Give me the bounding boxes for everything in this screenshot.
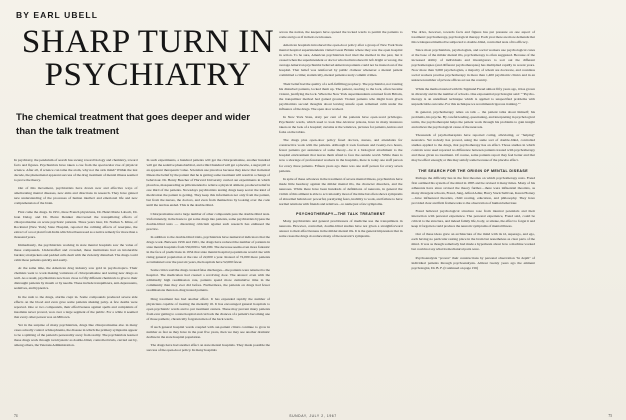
paragraph: Psychoanalysis "proves" their constructions by personal observation "in depth" of individual patients through psychoanalysis. Almost twenty years ago the eminent psychologist, Dr. B. F. (Continued on page 156)	[411, 255, 535, 270]
paragraph: Perhaps the difficulty lies in the first theories on which psychotherapy rests. Freud first outlined his system of the mind in 1895 and he revised it many times. Many of his adherents have since revised the theory further—there were influential theorists, as many divergent schools, Freud, Jung, Alfred Adler, Harry Stack Sullivan, Karen Horney—have influenced theorists, child rearing, education, and philosophy. They have provided clear and firm frameworks to the observation of human behaviour.	[411, 175, 535, 205]
text-column-2	[147, 30, 271, 356]
byline: BY EARL UBELL	[16, 10, 98, 20]
paragraph: In general, psychotherapy relies on talk ... the patient talks about himself; his problems, his psyche. By careful leading, questioning, and interpreting in psychological terms, the psychotherapist helps the patient work through his problems to gain insight and relieve the psychological cause of the neurosis.	[411, 110, 535, 130]
paragraph: Thousands of psychotherapists have reported caring, alleviating, or "helping" neurotics. Yet nobody has proved, using the same sort of double-blind, controlled studies applied to the drugs, that psychotherapy has an effect. Those studies in which controls were used reported no difference between patients treated with psychotherapy and those given no treatment. Of course, some patients report they feel better and that may be effect enough; or this may satisfy some because of the placebo effect.	[411, 133, 535, 163]
paragraph: In spite of these advances in the treatment of severe mental illness, psychiatrists have made little headway against the milder mental ills, the character disorders, and the neuroses. While there have been hundreds of definitions of neurosis, in general the victim of this ailment is able to act rationally most of the time but often shows symptoms of abnormal behaviour: powerful, paralyzing fears, inability to work, and failure to have normal relations with friends and relatives—to name just a few symptoms.	[279, 176, 403, 206]
title-line-1: SHARP TURN IN	[21, 24, 275, 60]
section-subhead: PSYCHOTHERAPY—THE TALK TREATMENT	[296, 211, 386, 216]
paragraph: Some critics said the drugs created false discharges—the patients were returned to the hospital. The medication had created a revolving door. The answer: even with the admittedly high readmission rate, patients spend more cumulative time in the community than they ever did before. Furthermore, the patients on drugs had fewer readmissions than non-drug treated patients.	[146, 268, 270, 293]
paragraph: Chlorpromazine and a large number of other compounds pass the double-blind tests. Unfortunately, in the haste to get some drugs into patients, some psychiatrists bypass the double-blind tests — discerning criticism against such research has enthused the practice.	[146, 211, 270, 231]
masthead-spacer-1	[14, 30, 138, 158]
paragraph: In psychiatry, the pendulum of search has swung toward biology and chemistry, toward facts and figures. Psychiatrists have taken a cue from the spectacular rise of physical science. After all, if science can tame the atom, why not the sick mind? Within the last decade, the phenomenal apparent success of the drug treatment of mental illness seemed to prove the theory.	[14, 158, 138, 183]
paragraph: At the same time, the American drug industry saw gold in psychotropics. Their chemists went to work making variations of chlorpromazine and testing new drugs as well. As a result, psychiatrists now have close to fifty different chemicals to give to their distraught patients by mouth or by needle. These include tranquilizers, anti-depressants, sedatives, and hypnotics.	[14, 266, 138, 291]
paragraph: Many psychiatrists and general practitioners of medicine use the tranquilizers in neurosis. However, controlled, double-blind studies have not given a straightforward answer to their effectiveness in the milder mental ills. It is the general impression that in some cases the drugs do reduce many of the neurotic's symptoms.	[279, 218, 403, 239]
text-column-3	[279, 30, 403, 242]
paragraph: Drug treatment has had another effect. It has expanded rapidly the number of physicians capable of treating the mentally ill. It has encouraged general hospitals to open psychiatric wards and to put treatment centers. These may prevent many patients from ever getting to a state hospital and cut back the chances of a patient's becoming one of those pathetic, chronically forgotten men of the back wards.	[146, 296, 270, 321]
title-line-2: PSYCHIATRY	[44, 57, 252, 93]
paragraph: Freud believed psychological structure rose from internal potentials and their interaction with personal experience. The personal experience, Freud said, could be critical to the structure, and indeed family life, body, or smoke, the effect to forget it and keep it forgotten could produce the neurotic symptoms of mental illness.	[411, 208, 535, 228]
text-column-1	[14, 30, 138, 351]
paragraph: American hospitals introduced the open-door policy after a group of New York State mental hospital superintendents visited Great Britain where they saw the open hospital in action. To be sure, American psychiatrists had tried the method in the past, but it ceased when the superintendent or doctor who had introduced it left. Right or wrong, the average American psychiatrist believed American patients could not be trusted out of the hospital. That belief was reinforced by public clamour whenever a mental patient committed a crime; statistically, mental patients rarely commit crimes.	[279, 43, 403, 78]
text-column-4	[412, 30, 536, 274]
paragraph: The drugs have had another effect on state mental hospitals. They made possible the success of the open-door policy. In many hospitals	[146, 343, 270, 353]
article-deck: The chemical treatment that goes deeper and wider than the talk treatment	[16, 112, 251, 137]
page-footer	[14, 414, 612, 418]
paragraph: across the nation, the keepers have opened the locked wards to permit the patients to come and go as if in their own houses.	[279, 30, 403, 40]
folio-left: 74	[14, 414, 18, 418]
paragraph: Yet in the surprise of many psychiatrists, drugs like chlorpromazine also in many cases actually control schizophrenia, the disease in which the primary symptoms appear to be a splitting of the patient's personality away from reality. The psychiatrists learned these drugs work through torn hysteric as double-blind, controlled trials, carried out by, among others, the Veterans Administration.	[14, 323, 138, 348]
issue-date: SUNDAY, JULY 2, 1967	[289, 414, 337, 418]
paragraph: Immediately, the psychiatrists working in state mental hospitals saw the value of these compounds. Understaffed and crowded, these institutions had an intolerable burden; straitjackets and padded cells dealt with the violently disturbed. The drugs could calm those patients quickly and easily.	[14, 243, 138, 263]
paragraph: While the method started with Dr. Sigmund Freud almost fifty years ago, it has grown in diversity and in the number of schools. One exponential psychologist said: ""Psycho-therapy is an undefined technique which is applied to unspecified problems with unpredictable outcome. For this technique we recommend rigorous training.""	[411, 86, 535, 106]
paragraph: The drugs plus open-door policy freed doctors, nurses, and attendants for constructive work with the patients. Although it took fourteen and twenty-two hours, fewer patients get assistance of some theory—be it a biological attachment to the hospital environment that leaves them afraid to face the outside world. While there is now a shortage of professional workers in the hospitals, there is today one staff person for every three patients. Fifteen years ago there was one staff person for every seven patients.	[279, 138, 403, 173]
masthead-spacer-2	[147, 30, 271, 158]
paragraph: In the rush to the drugs, alarms crept in. Some compounds produced severe side effects on the blood and even gave some patients shaking palsy. A few deaths were reported. One or two compounds, their effectiveness against spells and complaints of insomnia never proved, won over a large segment of the public. For a while it seemed that every other person was on Miltown.	[14, 294, 138, 319]
paragraph: Out of these ideas grew an architecture of the mind with its id, superego, and ego, each having no particular resting place in the brain but nonetheless as clear parts of the mind. It was as though somebody had made a hypothesis about how a machine worked but could not say what its mechanical parts were.	[411, 232, 535, 252]
paragraph: If such general hospital wards coupled with out-patient clinics continue to grow in number as fast as they have in the past five years, then we may see another dramatic decline in the state hospital population.	[146, 324, 270, 339]
paragraph: In addition to the double-blind trials, psychiatrists have numerical indicators that the drugs work. Between 1956 and 1961, the drugs have reduced the number of patients in state mental hospitals from 550,000 to 520,000. The decrease seems even more fantastic in the face of predictions in 1954 that state mental hospital populations would rise with rising general population at the rate of 22,000 a year. Instead of 72,000 more patients accumulated over the past six years, the hospitals have 52,000 fewer.	[146, 234, 270, 264]
paragraph: Their belief had the quality of a self-fulfilling prophecy. The psychiatrist, not trusting his disturbed patients, locked them up. The patient, reacting to the lock, often became violent, justifying the lock. When the New York superintendents returned from Britain, the tranquilizer method had gained ground. Violent patients who might have given psychiatrists second thoughts about leaving unsafe open remained calm under the influence of the drugs. The open door worked.	[279, 81, 403, 111]
paragraph: The drive, however, towards facts and figures has put pressure on one aspect of treatment: psychotherapy, psychological therapy. Each year there are more demands that this widespread method be subjected to double-blind, controlled tests of its efficacy.	[411, 30, 535, 45]
paragraph: Out of this movement, psychiatrists have drawn new and effective ways of ameliorating mental diseases, new aims and directions in research. They have gained new understanding of the processes of human intellect and emotional life and new comprehension of the brain.	[14, 186, 138, 206]
article-columns	[14, 30, 612, 356]
paragraph: In New York State, sixty per cent of the patients have open-ward privileges. Psychiatric wards, which used to look like Alcatraz prisons, have in many instances taken on the look of a hospital; curtains at the windows, pictures for patients, knives and forks on the tables.	[279, 115, 403, 135]
paragraph: First came the drugs. In 1951, three French physicians, Dr. Henri Marie Laborit, Dr. Jean Delay, and Dr. Pierre Deniker discovered the tranquilizing effects of chlorpromazine on acute psychotic patients. Three years later, Dr. Nathan S. Kline, of Rockland (New York) State Hospital, reported the calming effects of reserpine, the extract of a root plant from India which had been used as a native remedy for more than a thousand years.	[14, 209, 138, 239]
paragraph: Since most psychiatrists, psychologists, and social workers use psychological cures at the base of the milder mental ills, psychotherapy is often suggested. Because of the increased ability of individuals and investigators to sort out the different psychotherapies (and different psychotherapies) has multiplied rapidly in recent years. Now more than 3,000 psychologists, a majority of whom are doctorate, and countless social workers practise psychotherapy in more than 1,400 psychiatric clinics and in an unknown number of private offices across the country.	[411, 48, 535, 83]
folio-right: 75	[608, 414, 612, 418]
paragraph: In such experiments, a hundred patients will get the chlorpromazine, another hundred will get the sedative phenobarbital, and a third hundred will get a placebo, a sugar pill or an apparent therapeutic value. Scientists use placebos because they know that in mental illness the belief by the patient that he is getting some treatment will result in a change of behaviour. Dr. Henry Beecher of Harvard University carried out experiments in which placebos, masquerading as pills intended to relieve a physical ailment, produced relief in one third of the patients. Nowadays psychiatrists testing drugs keep secret the kind of medication the patient is getting. They keep this information not only from the patient, but from the nurses, the doctors, and even from themselves by looking over the code until the test has ended. This is the double-blind.	[146, 158, 270, 208]
section-subhead: THE SEARCH FOR THE ORIGIN OF MENTAL DISEASE	[418, 168, 528, 173]
